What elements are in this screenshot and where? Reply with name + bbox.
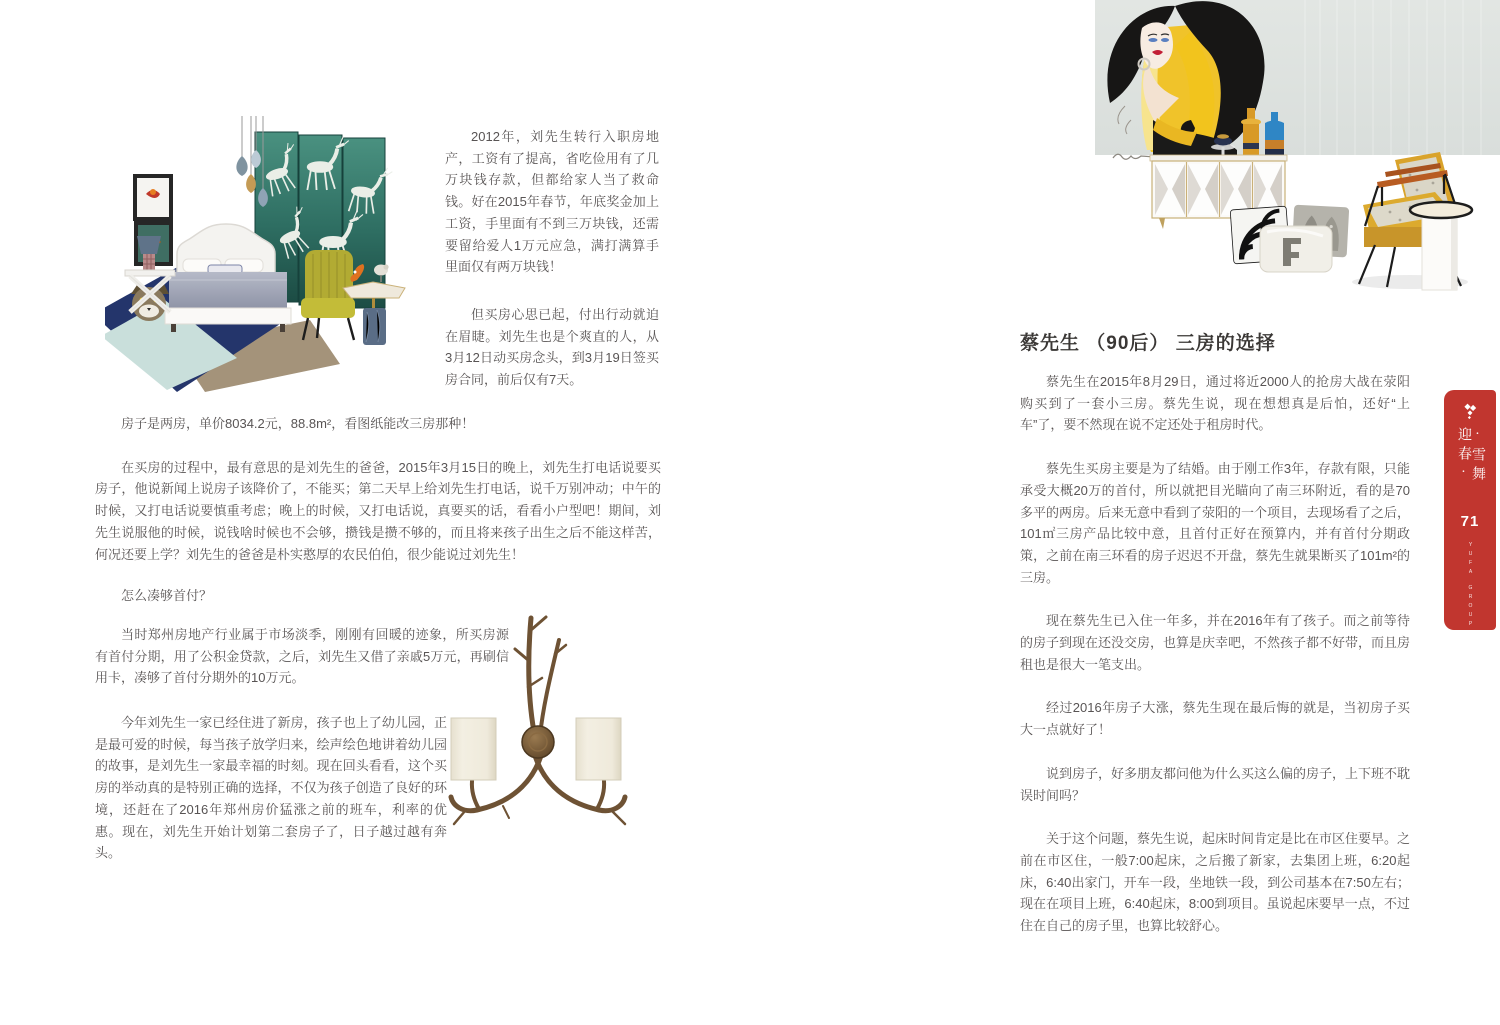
twig-wall-sconce-illustration [443, 590, 658, 855]
sconce-shade-left [451, 718, 496, 780]
issue-side-tab [1444, 390, 1496, 630]
paragraph: 说到房子，好多朋友都问他为什么买这么偏的房子，上下班不耽误时间吗？ [1020, 765, 1411, 803]
paragraph: 现在蔡先生已入住一年多，并在2016年有了孩子。而之前等待的房子到现在还没交房，也算是庆幸吧，不然孩子都不好带，而且房租也是很大一笔支出。 [1020, 613, 1411, 672]
left-intro-column [445, 126, 659, 391]
page-number: 71 [1460, 513, 1480, 530]
paragraph: 蔡先生买房主要是为了结婚。由于刚工作3年，存款有限，只能承受大概20万的首付，所以就把目光瞄向了南三环附近，看的是70多平的两房。后来无意中看到了荥阳的一个项目，去现场看了之后，101㎡三房产品比较中意，且首付正好在预算内，并有首付分期政策，之前在南三环看的房子迟迟不开盘，蔡先生就果断买了101m²的三房。 [1020, 461, 1411, 585]
pendant-lights [236, 116, 268, 207]
paragraph: 关于这个问题，蔡先生说，起床时间肯定是比在市区住要早。之前在市区住，一般7:00起床，之后搬了新家，去集团上班，6:20起床，6:40出家门，开车一段，坐地铁一段，到公司基本在7:50左右；现在在项目上班，6:40起床，8:00到项目。虽说起床要早一点，不过住在自己的房子里，也算比较舒心。 [1020, 831, 1411, 934]
publisher-logo-icon [1458, 403, 1482, 419]
bedroom-collage-illustration [105, 112, 440, 404]
pillow-group [1230, 205, 1349, 272]
question-subheading: 怎么凑够首付？ [121, 588, 213, 603]
paragraph: 今年刘先生一家已经住进了新房，孩子也上了幼儿园，正是最可爱的时候，每当孩子放学归来，绘声绘色地讲着幼儿园的故事，是刘先生一家最幸福的时刻。现在回头看看，这个买房的举动真的是特别正确的选择，不仅为孩子创造了良好的环境，还赶在了2016年郑州房价猛涨之前的班车，利率的优惠。现在，刘先生开始计划第二套房子了，日子越过越有奔头。 [95, 715, 447, 861]
tab-small-caption-2: GROUP [1467, 585, 1474, 630]
sconce-shade-right [576, 718, 621, 780]
paragraph: 在买房的过程中，最有意思的是刘先生的爸爸，2015年3月15日的晚上，刘先生打电话说要买房子，他说新闻上说房子该降价了，不能买；第二天早上给刘先生打电话，说千万别冲动；中午的时候，又打电话说要慎重考虑；晚上的时候，又打电话说，真要买的话，看看小户型吧！期间，刘先生说服他的时候，说钱啥时候也不会够，攒钱是攒不够的，而且将来孩子出生之后不能这样苦，何况还要上学？刘先生的爸爸是朴实憨厚的农民伯伯，很少能说过刘先生！ [95, 459, 661, 562]
living-room-hero-illustration [1095, 0, 1500, 292]
paragraph: 但买房心思已起，付出行动就迫在眉睫。刘先生也是个爽直的人，从3月12日动买房念头，到3月19日签买房合同，前后仅有7天。 [445, 306, 659, 388]
closing-block [95, 712, 447, 864]
left-body-block [95, 413, 661, 565]
paragraph: 经过2016年房子大涨，蔡先生现在最后悔的就是，当初房子买大一点就好了！ [1020, 700, 1410, 738]
sconce-backplate [522, 726, 554, 758]
paragraph: 蔡先生在2015年8月29日，通过将近2000人的抢房大战在荥阳购买到了一套小三房。蔡先生说，现在想想真是后怕，还好“上车”了，要不然现在说不定还处于租房时代。 [1020, 374, 1410, 433]
right-body-block [1020, 371, 1410, 937]
paragraph: 2012年，刘先生转行入职房地产，工资有了提高，省吃俭用有了几万块钱存款，但都给家人当了救命钱。好在2015年春节，年底奖金加上工资，手里面有不到三万块钱，还需要留给爱人1万元应急，满打满算手里面仅有两万块钱！ [445, 129, 659, 275]
section-heading: 蔡先生 （90后） 三房的选择 [1020, 333, 1276, 354]
paragraph: 当时郑州房地产行业属于市场淡季，刚刚有回暖的迹象，所买房源有首付分期，用了公积金贷款，之后，刘先生又借了亲戚5万元，再刷信用卡，凑够了首付分期外的10万元。 [95, 627, 509, 686]
paragraph: 房子是两房，单价8034.2元，88.8m²，看图纸能改三房那种！ [121, 416, 475, 431]
issue-title-vertical: ·雪舞迎春· [1456, 427, 1485, 486]
tab-small-caption-1: YUFA [1467, 542, 1474, 578]
